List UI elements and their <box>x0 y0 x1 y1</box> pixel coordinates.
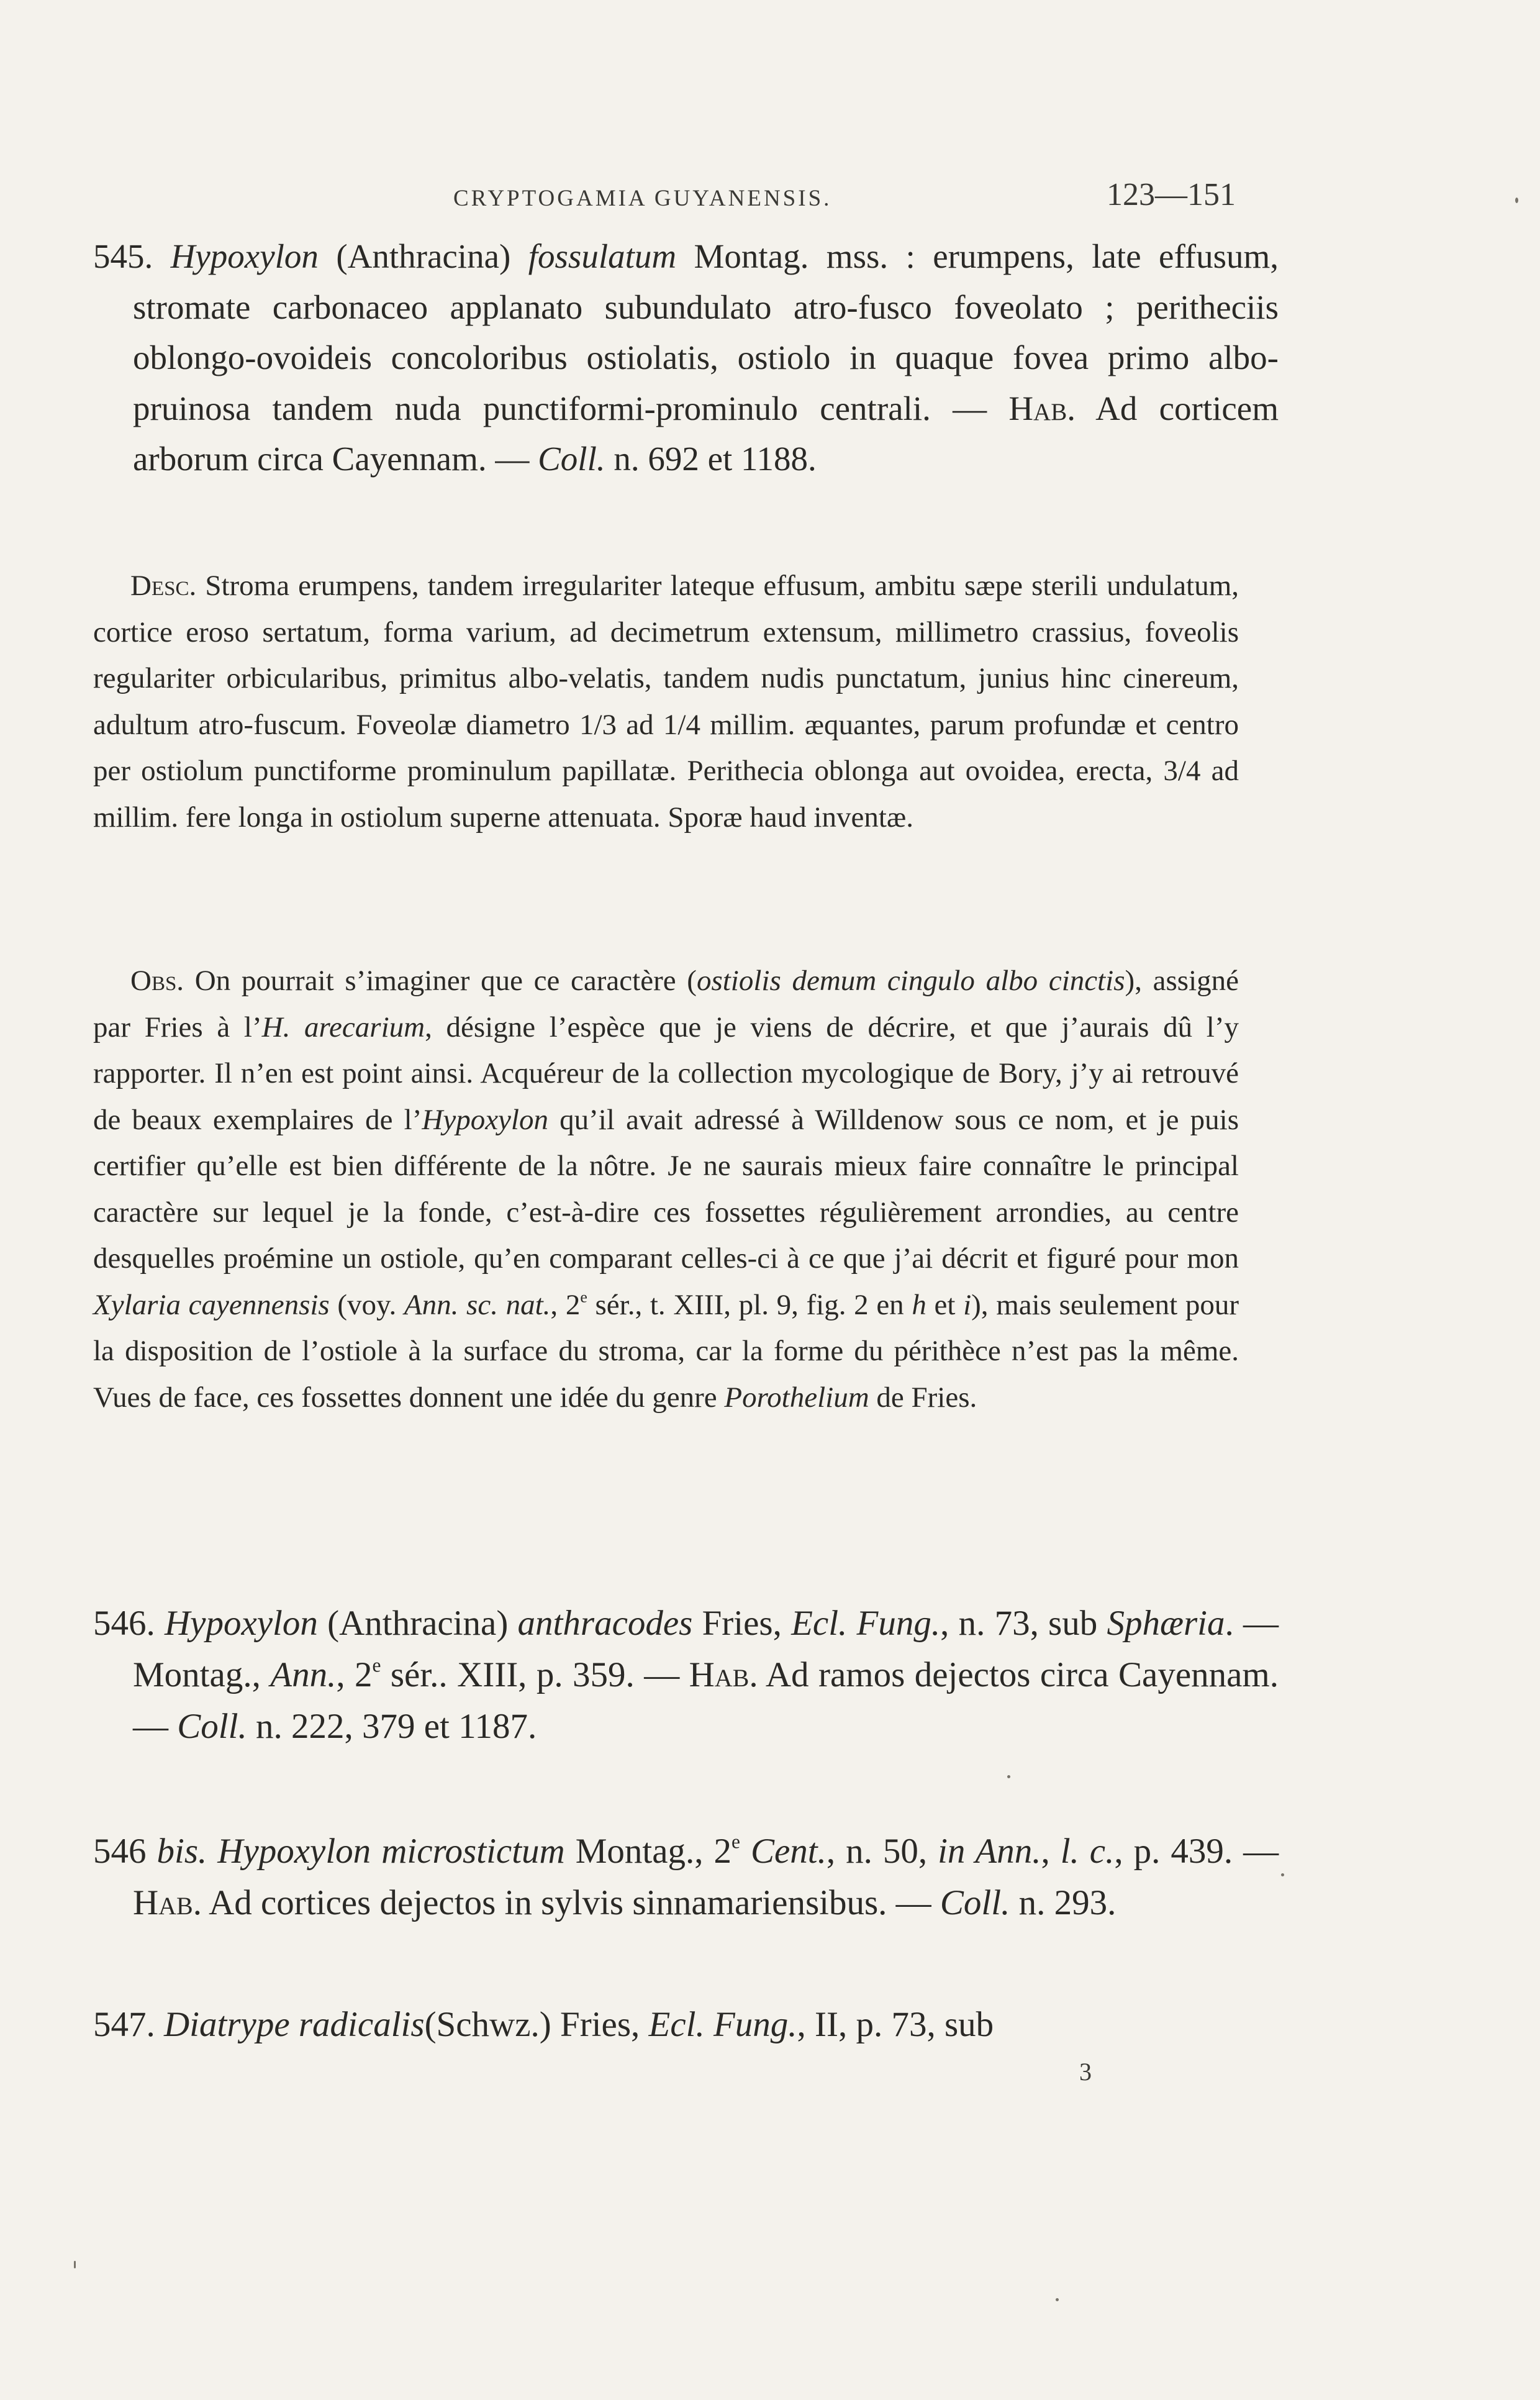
desc-label: Desc. <box>130 570 197 602</box>
entry-italic: Ecl. Fung. <box>791 1604 941 1643</box>
habitat-label: Hab. <box>133 1883 202 1922</box>
entry-text: Fries, <box>560 2005 649 2044</box>
entry-text: . — Montag., <box>133 1604 1279 1694</box>
entry-italic: l. c. <box>1060 1832 1115 1871</box>
entry-text: n. 222, 379 et 1187. <box>255 1707 537 1746</box>
obs-text: sér., t. XIII, pl. 9, fig. 2 en <box>587 1288 912 1321</box>
description-paragraph <box>93 563 1239 840</box>
species-name: fossulatum <box>528 237 677 275</box>
entry-number: 545. <box>93 237 153 275</box>
obs-italic: Xylaria cayennensis <box>93 1288 330 1321</box>
species-name: anthracodes <box>517 1604 693 1643</box>
collection-label: Coll. <box>177 1707 247 1746</box>
observation-paragraph <box>93 958 1239 1420</box>
entry-italic: Sphæria <box>1107 1604 1225 1643</box>
entry-italic: Ecl. Fung. <box>648 2005 797 2044</box>
entry-text: Fries, <box>702 1604 792 1643</box>
superscript: e <box>372 1654 381 1676</box>
obs-text: ), mais seulement pour la disposition de l’ostiole à la surface du stroma, car la forme du périthèce n’est pas la même. Vues de face, ces fossettes donnent une idée du genre <box>93 1288 1239 1414</box>
obs-text: (voy. <box>329 1288 404 1321</box>
entry-text: n. 293. <box>1018 1883 1116 1922</box>
collection-label: Coll. <box>940 1883 1010 1922</box>
obs-italic: Hypoxylon <box>422 1103 548 1136</box>
entry-text: , n. 73, sub <box>940 1604 1107 1643</box>
habitat-label: Hab. <box>689 1655 758 1694</box>
entry-text: n. 692 et 1188. <box>614 440 817 478</box>
entry-text: , 2 <box>336 1655 373 1694</box>
obs-text: , désigne l’espèce que je viens de décrire, et que j’aurais dû l’y rapporter. Il n’en est point ainsi. Acquéreur de la collection mycologique de Bory, j’y ai retrouvé de beaux exemplaires de l’ <box>93 1011 1239 1136</box>
bis-label: bis. <box>156 1832 207 1871</box>
obs-label: Obs. <box>130 965 184 997</box>
signature-mark: 3 <box>1079 2058 1092 2086</box>
entry-number: 547. <box>93 2005 155 2044</box>
running-title: CRYPTOGAMIA GUYANENSIS. <box>453 186 832 211</box>
authority: (Schwz.) <box>424 2005 551 2044</box>
genus-name: Hypoxylon <box>164 1604 318 1643</box>
entry-546-bis <box>93 1825 1279 1929</box>
obs-italic: Ann. sc. nat. <box>404 1288 551 1321</box>
obs-text: , 2 <box>550 1288 581 1321</box>
species-name: radicalis <box>298 2005 425 2044</box>
page-number: 123—151 <box>1107 177 1236 212</box>
obs-italic: h <box>912 1288 926 1321</box>
entry-text: , II, p. 73, sub <box>797 2005 994 2044</box>
entry-547 <box>93 1999 1239 2050</box>
habitat-label: Hab. <box>1008 389 1076 427</box>
entry-italic: Cent. <box>750 1832 827 1871</box>
entry-number: 546. <box>93 1604 155 1643</box>
entry-italic: Ann. <box>270 1655 337 1694</box>
genus-name: Hypoxylon <box>217 1832 371 1871</box>
genus-name: Diatrype <box>164 2005 290 2044</box>
paper-speck <box>74 2261 76 2268</box>
entry-text: Montag. mss. : erumpens, late effusum, stromate carbonaceo applanato subundulato atro-fusco foveolato ; peritheciis oblongo-ovoideis concoloribus ostiolatis, ostiolo in quaque fovea primo albo-pruinosa tandem nuda punctiformi-prominulo centrali. — <box>133 237 1279 427</box>
genus-name: Hypoxylon <box>170 237 319 275</box>
entry-text: , <box>1041 1832 1061 1871</box>
desc-text: Stroma erumpens, tandem irregulariter lateque effusum, ambitu sæpe sterili undulatum, cortice eroso sertatum, forma varium, ad decimetrum extensum, millimetro crassius, foveolis regulariter orbicularibus, primitus albo-velatis, tandem nudis punctatum, junius hinc cinereum, adultum atro-fuscum. Foveolæ diametro 1/3 ad 1/4 millim. æquantes, parum profundæ et centro per ostiolum punctiforme prominulum papillatæ. Perithecia oblonga aut ovoidea, erecta, 3/4 ad millim. fere longa in ostiolum superne attenuata. Sporæ haud inventæ. <box>93 570 1239 834</box>
obs-italic: ostiolis demum cingulo albo cinctis <box>696 965 1125 997</box>
entry-italic: in Ann. <box>938 1832 1041 1871</box>
section-name: (Anthracina) <box>327 1604 509 1643</box>
obs-text: de Fries. <box>869 1381 977 1414</box>
paper-speck <box>1056 2298 1059 2301</box>
page-header <box>93 176 1236 214</box>
entry-text: Ad cortices dejectos in sylvis sinnamariensibus. — <box>209 1883 931 1922</box>
entry-text: Ad corticem arborum circa Cayennam. — <box>133 389 1279 478</box>
species-name: microstictum <box>381 1832 565 1871</box>
paper-speck <box>1007 1775 1010 1778</box>
entry-text: Ad ramos dejectos circa Cayennam. — <box>133 1655 1279 1746</box>
superscript: e <box>732 1830 740 1853</box>
obs-text: On pourrait s’imaginer que ce caractère ( <box>194 965 697 997</box>
entry-text: , n. 50, <box>826 1832 938 1871</box>
paper-speck <box>1515 198 1518 203</box>
obs-text: qu’il avait adressé à Willdenow sous ce nom, et je puis certifier qu’elle est bien différente de la nôtre. Je ne saurais mieux faire connaître le principal caractère sur lequel je la fonde, c’est-à-dire ces fossettes régulièrement arrondies, au centre desquelles proémine un ostiole, qu’en comparant celles-ci à ce que j’ai décrit et figuré pour mon <box>93 1103 1239 1275</box>
obs-italic: i <box>963 1288 972 1321</box>
entry-number: 546 <box>93 1832 147 1871</box>
entry-546 <box>93 1598 1279 1752</box>
obs-italic: Porothelium <box>724 1381 869 1414</box>
obs-text: ), assigné par Fries à l’ <box>93 965 1239 1043</box>
entry-text: Montag., 2 <box>575 1832 732 1871</box>
entry-text: , p. 439. — <box>1114 1832 1279 1871</box>
superscript: e <box>580 1288 587 1306</box>
obs-italic: H. arecarium <box>261 1011 425 1043</box>
paper-speck <box>1281 1873 1284 1876</box>
entry-text: sér.. XIII, p. 359. — <box>381 1655 680 1694</box>
obs-text: et <box>926 1288 964 1321</box>
entry-545 <box>93 231 1279 484</box>
collection-label: Coll. <box>538 440 605 478</box>
section-name: (Anthracina) <box>336 237 511 275</box>
